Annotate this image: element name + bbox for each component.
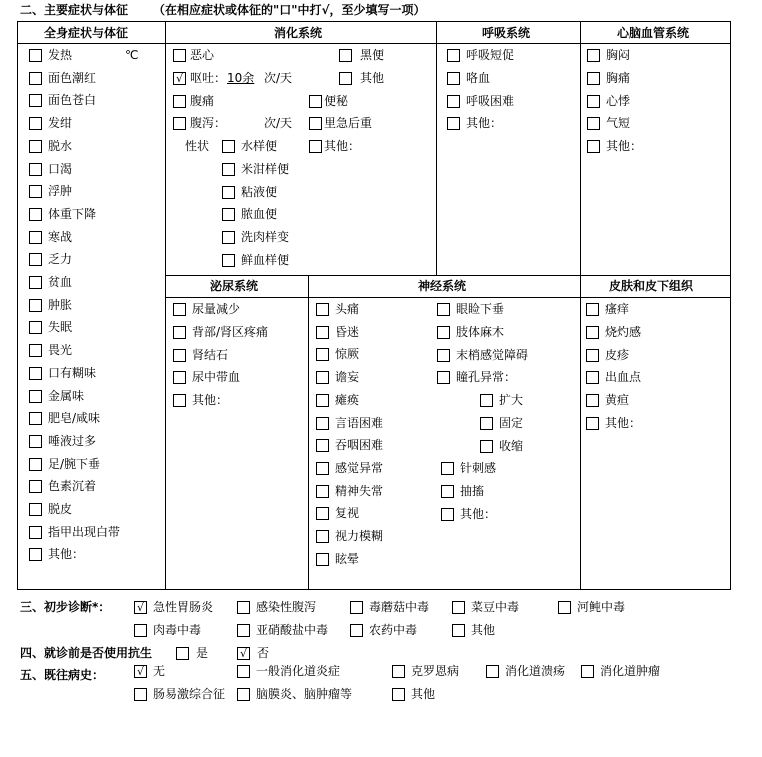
general-item-11-label: 肿胀: [48, 297, 73, 312]
urinary-item-1-label: 背部/肾区疼痛: [192, 324, 269, 339]
history-row2-0-label: 肠易激综合征: [153, 687, 226, 701]
general-item-4-checkbox[interactable]: [29, 140, 42, 153]
neuro-left-2-label: 惊厥: [335, 347, 360, 362]
respiratory-item-2-checkbox[interactable]: [447, 95, 460, 108]
respiratory-header: 呼吸系统: [482, 26, 531, 40]
skin-item-0-checkbox[interactable]: [586, 303, 599, 316]
section2-title: 二、主要症状与体征: [20, 3, 129, 17]
general-item-6-checkbox[interactable]: [29, 185, 42, 198]
neuro-right-top-3-label: 瞳孔异常：: [456, 370, 517, 385]
nausea-label: 恶心: [190, 48, 215, 62]
stool-type-2-label: 粘液便: [241, 184, 278, 199]
cardio-item-2-checkbox[interactable]: [587, 95, 600, 108]
skin-item-3-checkbox[interactable]: [586, 371, 599, 384]
history-row1-2-label: 克罗恩病: [411, 664, 460, 678]
history-row2-0-checkbox[interactable]: [134, 688, 147, 701]
general-header: 全身症状与体征: [44, 26, 129, 40]
stool-type-1-checkbox[interactable]: [222, 163, 235, 176]
diarrhea-label: 腹泻：: [190, 116, 227, 130]
general-item-13-checkbox[interactable]: [29, 344, 42, 357]
diagnosis-row1-1-label: 感染性腹泻: [256, 600, 317, 614]
neuro-right-top-2-checkbox[interactable]: [437, 349, 450, 362]
neuro-left-0-checkbox[interactable]: [316, 303, 329, 316]
diagnosis-row1-2-label: 毒蘑菇中毒: [369, 600, 430, 614]
digestive-other2-label: 其他：: [324, 139, 361, 153]
diagnosis-row2-1-label: 亚硝酸盐中毒: [256, 623, 329, 637]
general-item-14-checkbox[interactable]: [29, 367, 42, 380]
neuro-left-10-checkbox[interactable]: [316, 530, 329, 543]
diagnosis-row1-3-label: 菜豆中毒: [471, 600, 520, 614]
neuro-header: 神经系统: [418, 279, 467, 293]
urinary-item-2-label: 肾结石: [192, 347, 229, 362]
neuro-right-bottom-1-checkbox[interactable]: [441, 485, 454, 498]
history-row1-0-checkbox[interactable]: √: [134, 665, 147, 678]
vomit-checkbox[interactable]: √: [173, 72, 186, 85]
cardio-header: 心脑血管系统: [617, 26, 690, 40]
antibiotic-yes-label: 是: [196, 646, 209, 660]
melena-label: 黑便: [360, 48, 385, 62]
neuro-left-11-label: 眩晕: [335, 551, 360, 566]
general-item-2-checkbox[interactable]: [29, 94, 42, 107]
urinary-item-3-label: 尿中带血: [192, 370, 241, 385]
diagnosis-row1-0-checkbox[interactable]: √: [134, 601, 147, 614]
neuro-left-3-checkbox[interactable]: [316, 371, 329, 384]
digestive-header: 消化系统: [274, 26, 323, 40]
general-item-12-label: 失眠: [48, 320, 73, 335]
vomit-unit: 次/天: [264, 71, 293, 85]
neuro-right-bottom-0-label: 针刺感: [460, 461, 497, 475]
general-item-9-checkbox[interactable]: [29, 253, 42, 266]
abdominal-pain-label: 腹痛: [190, 94, 215, 108]
stool-nature-label: 性状: [185, 139, 210, 153]
urinary-header: 泌尿系统: [210, 279, 259, 293]
section2-note: （在相应症状或体征的"口"中打√，至少填写一项）: [153, 3, 426, 17]
neuro-left-9-label: 复视: [335, 506, 360, 521]
general-item-20-label: 脱皮: [48, 502, 73, 516]
general-item-7-checkbox[interactable]: [29, 208, 42, 221]
neuro-left-9-checkbox[interactable]: [316, 507, 329, 520]
skin-header: 皮肤和皮下组织: [609, 279, 694, 293]
general-item-18-label: 足/腕下垂: [48, 456, 101, 471]
neuro-left-4-checkbox[interactable]: [316, 394, 329, 407]
stool-type-4-checkbox[interactable]: [222, 231, 235, 244]
skin-item-3-label: 出血点: [605, 370, 642, 385]
general-item-7-label: 体重下降: [48, 206, 97, 221]
diagnosis-row2-0-checkbox[interactable]: [134, 624, 147, 637]
diarrhea-unit: 次/天: [264, 116, 293, 130]
neuro-left-0-label: 头痛: [335, 302, 360, 316]
diagnosis-row1-1-checkbox[interactable]: [237, 601, 250, 614]
stool-type-5-label: 鲜血样便: [241, 253, 290, 267]
diagnosis-row2-3-checkbox[interactable]: [452, 624, 465, 637]
history-row2-2-checkbox[interactable]: [392, 688, 405, 701]
general-item-5-checkbox[interactable]: [29, 163, 42, 176]
history-row1-1-label: 一般消化道炎症: [256, 664, 341, 678]
stool-type-0-label: 水样便: [241, 139, 278, 153]
stool-type-4-label: 洗肉样变: [241, 230, 290, 245]
neuro-right-top-0-checkbox[interactable]: [437, 303, 450, 316]
general-item-19-checkbox[interactable]: [29, 480, 42, 493]
neuro-left-5-label: 言语困难: [335, 415, 384, 430]
respiratory-item-3-checkbox[interactable]: [447, 117, 460, 130]
history-row2-1-checkbox[interactable]: [237, 688, 250, 701]
skin-item-5-label: 其他：: [605, 416, 642, 430]
neuro-left-7-checkbox[interactable]: [316, 462, 329, 475]
stool-type-2-checkbox[interactable]: [222, 186, 235, 199]
general-item-13-label: 畏光: [48, 343, 73, 358]
pupil-2-checkbox[interactable]: [480, 440, 493, 453]
neuro-right-bottom-2-checkbox[interactable]: [441, 508, 454, 521]
neuro-left-6-label: 吞咽困难: [335, 438, 384, 453]
nausea-checkbox[interactable]: [173, 49, 186, 62]
section4-title: 四、就诊前是否使用抗生: [20, 646, 153, 660]
skin-item-2-label: 皮疹: [605, 347, 630, 362]
neuro-right-top-0-label: 眼睑下垂: [456, 302, 505, 316]
urinary-item-1-checkbox[interactable]: [173, 326, 186, 339]
stool-type-3-checkbox[interactable]: [222, 208, 235, 221]
diagnosis-row2-1-checkbox[interactable]: [237, 624, 250, 637]
history-row1-4-label: 消化道肿瘤: [600, 664, 661, 678]
neuro-left-10-label: 视力模糊: [335, 529, 384, 543]
pupil-2-label: 收缩: [499, 438, 524, 453]
cardio-item-0-label: 胸闷: [606, 48, 631, 62]
abdominal-pain-checkbox[interactable]: [173, 95, 186, 108]
general-item-3-label: 发绀: [48, 116, 73, 131]
general-item-0-checkbox[interactable]: [29, 49, 42, 62]
respiratory-item-0-label: 呼吸短促: [466, 48, 515, 62]
diagnosis-row2-0-label: 肉毒中毒: [153, 623, 202, 637]
pupil-1-label: 固定: [499, 415, 524, 430]
general-item-14-label: 口有糊味: [48, 365, 97, 380]
digestive-other1-checkbox[interactable]: [339, 72, 352, 85]
skin-item-4-label: 黄疸: [605, 393, 630, 408]
fever-unit: ℃: [125, 48, 139, 62]
neuro-right-top-2-label: 末梢感觉障碍: [456, 347, 529, 362]
general-item-16-checkbox[interactable]: [29, 412, 42, 425]
diagnosis-row1-2-checkbox[interactable]: [350, 601, 363, 614]
vomit-count[interactable]: 10余: [227, 71, 255, 85]
general-item-11-checkbox[interactable]: [29, 299, 42, 312]
neuro-left-1-checkbox[interactable]: [316, 326, 329, 339]
urinary-item-4-label: 其他：: [192, 393, 229, 408]
pupil-0-checkbox[interactable]: [480, 394, 493, 407]
constipation-checkbox[interactable]: [309, 95, 322, 108]
respiratory-item-0-checkbox[interactable]: [447, 49, 460, 62]
diagnosis-row1-3-checkbox[interactable]: [452, 601, 465, 614]
history-row2-1-label: 脑膜炎、脑肿瘤等: [256, 687, 353, 701]
general-item-16-label: 肥皂/咸味: [48, 411, 101, 426]
neuro-left-8-checkbox[interactable]: [316, 485, 329, 498]
cardio-item-1-label: 胸痛: [606, 70, 631, 85]
history-row1-3-checkbox[interactable]: [486, 665, 499, 678]
history-row1-0-label: 无: [153, 664, 166, 678]
skin-item-4-checkbox[interactable]: [586, 394, 599, 407]
general-item-1-checkbox[interactable]: [29, 72, 42, 85]
neuro-left-1-label: 昏迷: [335, 324, 360, 339]
neuro-right-bottom-2-label: 其他：: [460, 506, 497, 521]
urinary-item-0-checkbox[interactable]: [173, 303, 186, 316]
respiratory-item-1-checkbox[interactable]: [447, 72, 460, 85]
skin-item-1-label: 烧灼感: [605, 324, 642, 339]
general-item-21-checkbox[interactable]: [29, 526, 42, 539]
urinary-item-3-checkbox[interactable]: [173, 371, 186, 384]
neuro-left-8-label: 精神失常: [335, 483, 384, 498]
general-item-21-label: 指甲出现白带: [48, 524, 121, 539]
urinary-item-0-label: 尿量减少: [192, 302, 241, 316]
antibiotic-no-label: 否: [257, 646, 270, 660]
stool-type-0-checkbox[interactable]: [222, 140, 235, 153]
diagnosis-row2-3-label: 其他: [471, 623, 496, 637]
general-item-22-label: 其他：: [48, 547, 85, 562]
cardio-item-0-checkbox[interactable]: [587, 49, 600, 62]
general-item-12-checkbox[interactable]: [29, 321, 42, 334]
neuro-left-7-label: 感觉异常: [335, 460, 384, 475]
cardio-item-4-checkbox[interactable]: [587, 140, 600, 153]
neuro-right-top-1-checkbox[interactable]: [437, 326, 450, 339]
diagnosis-row2-2-checkbox[interactable]: [350, 624, 363, 637]
general-item-0-label: 发热: [48, 48, 73, 62]
neuro-right-top-1-label: 肢体麻木: [456, 324, 505, 339]
cardio-item-1-checkbox[interactable]: [587, 72, 600, 85]
tenesmus-checkbox[interactable]: [309, 117, 322, 130]
tenesmus-label: 里急后重: [324, 116, 373, 130]
neuro-left-6-checkbox[interactable]: [316, 439, 329, 452]
respiratory-item-1-label: 咯血: [466, 70, 491, 85]
history-row1-3-label: 消化道溃疡: [505, 664, 566, 678]
cardio-item-2-label: 心悸: [606, 93, 631, 108]
skin-item-5-checkbox[interactable]: [586, 417, 599, 430]
general-item-6-label: 浮肿: [48, 184, 73, 199]
neuro-right-top-3-checkbox[interactable]: [437, 371, 450, 384]
antibiotic-yes-checkbox[interactable]: [176, 647, 189, 660]
cardio-item-3-label: 气短: [606, 116, 631, 131]
stool-type-1-label: 米泔样便: [241, 161, 290, 176]
general-item-15-label: 金属味: [48, 388, 85, 403]
skin-item-0-label: 瘙痒: [605, 302, 630, 316]
section3-title: 三、初步诊断*：: [20, 600, 111, 614]
skin-item-1-checkbox[interactable]: [586, 326, 599, 339]
respiratory-item-2-label: 呼吸困难: [466, 93, 515, 108]
digestive-other1-label: 其他: [360, 71, 385, 85]
neuro-left-2-checkbox[interactable]: [316, 348, 329, 361]
general-item-8-checkbox[interactable]: [29, 231, 42, 244]
general-item-19-label: 色素沉着: [48, 479, 97, 494]
antibiotic-no-checkbox[interactable]: √: [237, 647, 250, 660]
general-item-20-checkbox[interactable]: [29, 503, 42, 516]
neuro-right-bottom-1-label: 抽搐: [460, 483, 485, 498]
history-row2-2-label: 其他: [411, 687, 436, 701]
melena-checkbox[interactable]: [339, 49, 352, 62]
general-item-17-checkbox[interactable]: [29, 435, 42, 448]
stool-type-3-label: 脓血便: [241, 207, 278, 222]
history-row1-2-checkbox[interactable]: [392, 665, 405, 678]
general-item-4-label: 脱水: [48, 138, 73, 153]
urinary-item-4-checkbox[interactable]: [173, 394, 186, 407]
neuro-left-5-checkbox[interactable]: [316, 417, 329, 430]
general-item-22-checkbox[interactable]: [29, 548, 42, 561]
diagnosis-row2-2-label: 农药中毒: [369, 623, 418, 637]
section5-title: 五、既往病史：: [20, 668, 105, 682]
stool-type-5-checkbox[interactable]: [222, 254, 235, 267]
general-item-17-label: 唾液过多: [48, 433, 97, 448]
general-item-15-checkbox[interactable]: [29, 390, 42, 403]
pupil-1-checkbox[interactable]: [480, 417, 493, 430]
respiratory-item-3-label: 其他：: [466, 116, 503, 131]
general-item-10-checkbox[interactable]: [29, 276, 42, 289]
pupil-0-label: 扩大: [499, 393, 524, 407]
general-item-3-checkbox[interactable]: [29, 117, 42, 130]
diagnosis-row1-4-checkbox[interactable]: [558, 601, 571, 614]
general-item-18-checkbox[interactable]: [29, 458, 42, 471]
neuro-left-11-checkbox[interactable]: [316, 553, 329, 566]
urinary-item-2-checkbox[interactable]: [173, 349, 186, 362]
general-item-10-label: 贫血: [48, 275, 73, 289]
skin-item-2-checkbox[interactable]: [586, 349, 599, 362]
diagnosis-row1-4-label: 河鲀中毒: [577, 600, 626, 614]
cardio-item-3-checkbox[interactable]: [587, 117, 600, 130]
neuro-left-3-label: 谵妄: [335, 370, 360, 385]
general-item-5-label: 口渴: [48, 161, 73, 176]
neuro-right-bottom-0-checkbox[interactable]: [441, 462, 454, 475]
general-item-2-label: 面色苍白: [48, 93, 97, 108]
history-row1-4-checkbox[interactable]: [581, 665, 594, 678]
cardio-item-4-label: 其他：: [606, 139, 643, 154]
general-item-8-label: 寒战: [48, 229, 73, 244]
neuro-left-4-label: 瘫痪: [335, 392, 360, 407]
vomit-label: 呕吐：: [190, 71, 227, 85]
diarrhea-checkbox[interactable]: [173, 117, 186, 130]
diagnosis-row1-0-label: 急性胃肠炎: [153, 600, 214, 614]
general-item-1-label: 面色潮红: [48, 70, 97, 85]
digestive-other2-checkbox[interactable]: [309, 140, 322, 153]
constipation-label: 便秘: [324, 94, 349, 108]
history-row1-1-checkbox[interactable]: [237, 665, 250, 678]
general-item-9-label: 乏力: [48, 252, 73, 267]
